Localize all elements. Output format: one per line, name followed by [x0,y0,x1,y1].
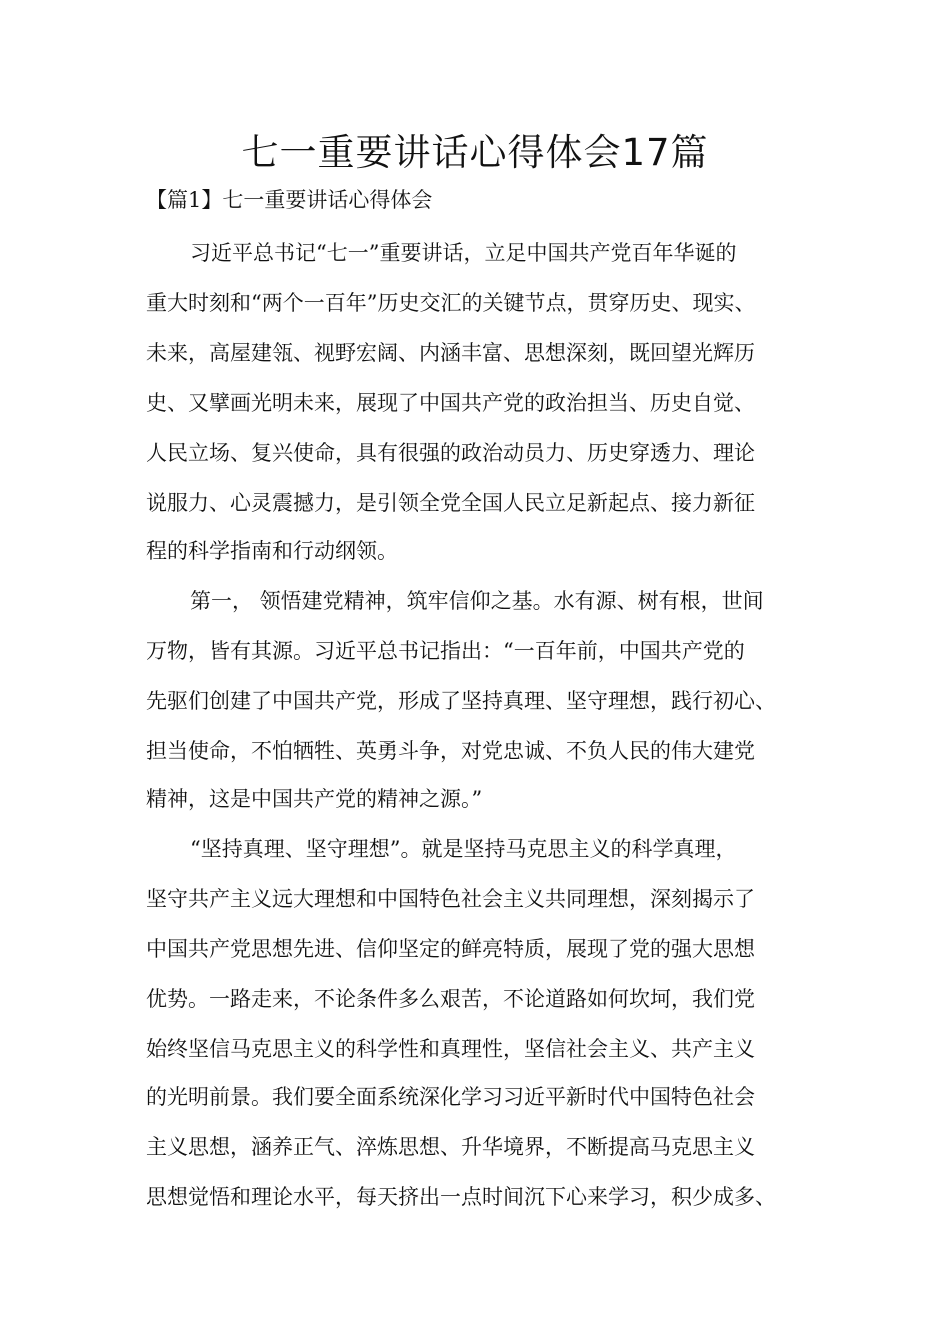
body-line: 习近平总书记“七一”重要讲话，立足中国共产党百年华诞的 [190,241,737,265]
body-line: “坚持真理、坚守理想”。就是坚持马克思主义的科学真理， [190,837,737,861]
body-line: 精神，这是中国共产党的精神之源。” [146,787,483,811]
body-line: 主义思想，涵养正气、淬炼思想、升华境界，不断提高马克思主义 [146,1135,755,1159]
body-line: 思想觉悟和理论水平，每天挤出一点时间沉下心来学习，积少成多、 [146,1185,776,1209]
body-line: 说服力、心灵震撼力，是引领全党全国人民立足新起点、接力新征 [146,491,755,515]
body-line: 担当使命，不怕牺牲、英勇斗争，对党忠诚、不负人民的伟大建党 [146,739,755,763]
body-line: 始终坚信马克思主义的科学性和真理性，坚信社会主义、共产主义 [146,1037,755,1061]
body-line: 程的科学指南和行动纲领。 [146,539,398,563]
body-line: 优势。一路走来，不论条件多么艰苦，不论道路如何坎坷，我们党 [146,987,755,1011]
body-line: 先驱们创建了中国共产党，形成了坚持真理、坚守理想，践行初心、 [146,689,776,713]
body-line: 人民立场、复兴使命，具有很强的政治动员力、历史穿透力、理论 [146,441,755,465]
body-line: 未来，高屋建瓴、视野宏阔、内涵丰富、思想深刻，既回望光辉历 [146,341,755,365]
body-line: 第一， 领悟建党精神，筑牢信仰之基。水有源、树有根，世间 [190,589,764,613]
body-line: 的光明前景。我们要全面系统深化学习习近平新时代中国特色社会 [146,1085,755,1109]
section-heading: 【篇1】七一重要讲话心得体会 [146,188,433,212]
body-line: 坚守共产主义远大理想和中国特色社会主义共同理想，深刻揭示了 [146,887,755,911]
document-title: 七一重要讲话心得体会17篇 [241,131,709,174]
body-line: 中国共产党思想先进、信仰坚定的鲜亮特质，展现了党的强大思想 [146,937,755,961]
body-line: 重大时刻和“两个一百年”历史交汇的关键节点，贯穿历史、现实、 [146,291,756,315]
body-line: 史、又擘画光明未来，展现了中国共产党的政治担当、历史自觉、 [146,391,755,415]
body-line: 万物，皆有其源。习近平总书记指出：“一百年前，中国共产党的 [146,639,745,663]
